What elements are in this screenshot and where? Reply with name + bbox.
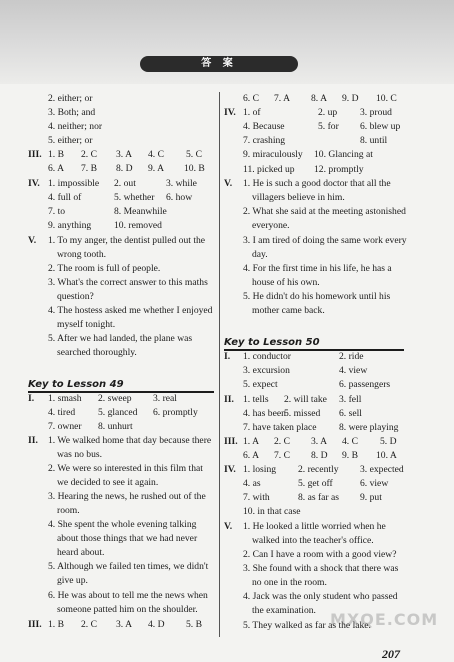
- answer-line: 10. in that case: [243, 506, 301, 517]
- answer-line: 1. To my anger, the dentist pulled out the: [48, 235, 206, 246]
- answer-line: 3. Hearing the news, he rushed out of the: [48, 491, 206, 502]
- answer-line: 9. anything: [48, 220, 92, 231]
- answer-line: 10. C: [376, 93, 397, 104]
- answer-line: 1. He looked a little worried when he: [243, 521, 386, 532]
- answer-line: 3. I am tired of doing the same work every: [243, 235, 407, 246]
- answer-line: 2. The room is full of people.: [48, 263, 161, 274]
- answer-line: 4. as: [243, 478, 261, 489]
- answer-line: villagers believe in him.: [252, 192, 345, 203]
- answer-line: 3. expected: [360, 464, 404, 475]
- answer-line: 1. smash: [48, 393, 82, 404]
- answer-line: give up.: [57, 575, 88, 586]
- answer-line: 6. promptly: [153, 407, 198, 418]
- answer-line: 5. for: [318, 121, 339, 132]
- answer-line: searched thoroughly.: [57, 347, 137, 358]
- answer-line: 4. C: [342, 436, 358, 447]
- answer-line: 9. put: [360, 492, 382, 503]
- section-label: IV.: [224, 107, 236, 118]
- answer-line: 8. D: [311, 450, 328, 461]
- answer-line: 6. C: [243, 93, 259, 104]
- answer-line: heard about.: [57, 547, 105, 558]
- answer-line: 9. miraculously: [243, 149, 303, 160]
- answer-line: was no bus.: [57, 449, 103, 460]
- answer-line: 2. C: [81, 619, 97, 630]
- answer-line: 4. D: [148, 619, 165, 630]
- answer-line: 4. C: [148, 149, 164, 160]
- answer-line: 1. We walked home that day because there: [48, 435, 212, 446]
- answer-line: 4. Jack was the only student who passed: [243, 591, 398, 602]
- column-divider: [219, 92, 220, 637]
- answer-line: 2. sweep: [98, 393, 132, 404]
- answer-line: 7. A: [274, 93, 290, 104]
- answer-line: room.: [57, 505, 80, 516]
- section-label: IV.: [28, 178, 40, 189]
- answer-line: 3. What's the correct answer to this maths: [48, 277, 208, 288]
- answer-line: 6. He was about to tell me the news when: [48, 590, 208, 601]
- answer-line: 4. For the first time in his life, he has a: [243, 263, 392, 274]
- answer-line: 11. picked up: [243, 164, 295, 175]
- answer-line: 1. of: [243, 107, 261, 118]
- answer-line: no one in the room.: [252, 577, 327, 588]
- answer-line: 5. They walked as far as the lake.: [243, 620, 371, 631]
- answer-line: 9. D: [342, 93, 359, 104]
- answer-line: 1. B: [48, 619, 64, 630]
- answer-line: 1. tells: [243, 394, 269, 405]
- answer-line: myself tonight.: [57, 319, 116, 330]
- answer-line: 2. We were so interested in this film that: [48, 463, 203, 474]
- answer-line: 7. C: [274, 450, 290, 461]
- answer-line: 7. with: [243, 492, 270, 503]
- answer-line: 4. full of: [48, 192, 82, 203]
- answer-line: 3. She found with a shock that there was: [243, 563, 399, 574]
- answer-line: 2. will take: [284, 394, 327, 405]
- answer-line: 2. C: [81, 149, 97, 160]
- answer-line: about those things that we had never: [57, 533, 198, 544]
- section-label: V.: [28, 235, 37, 246]
- answer-line: 8. Meanwhile: [114, 206, 167, 217]
- answer-line: we decided to see it again.: [57, 477, 159, 488]
- answer-line: 4. view: [339, 365, 368, 376]
- answer-line: 9. A: [148, 163, 164, 174]
- answer-line: 3. proud: [360, 107, 392, 118]
- answer-line: 6. blew up: [360, 121, 401, 132]
- answer-line: 8. unhurt: [98, 421, 133, 432]
- answer-line: 8. A: [311, 93, 327, 104]
- answer-line: 10. A: [376, 450, 397, 461]
- answer-line: 3. excursion: [243, 365, 290, 376]
- answer-line: 7. have taken place: [243, 422, 317, 433]
- answer-line: 5. After we had landed, the plane was: [48, 333, 193, 344]
- answer-line: 7. owner: [48, 421, 82, 432]
- section-label: IV.: [224, 464, 236, 475]
- answer-line: 1. losing: [243, 464, 277, 475]
- answer-line: 5. either; or: [48, 135, 93, 146]
- answer-line: 10. removed: [114, 220, 162, 231]
- answer-line: wrong tooth.: [57, 249, 107, 260]
- answer-line: 3. while: [166, 178, 197, 189]
- answer-line: 5. Although we failed ten times, we didn't: [48, 561, 209, 572]
- answer-line: 2. Can I have a room with a good view?: [243, 549, 397, 560]
- answer-line: question?: [57, 291, 94, 302]
- answer-line: 4. She spent the whole evening talking: [48, 519, 197, 530]
- answer-line: the examination.: [252, 605, 316, 616]
- answer-line: 2. up: [318, 107, 338, 118]
- answer-line: 5. He didn't do his homework until his: [243, 291, 391, 302]
- answer-line: 10. Glancing at: [314, 149, 373, 160]
- answer-line: 12. promptly: [314, 164, 364, 175]
- section-label: V.: [224, 521, 233, 532]
- answer-line: 1. impossible: [48, 178, 100, 189]
- answer-line: 5. whether: [114, 192, 155, 203]
- answer-line: 1. A: [243, 436, 259, 447]
- answer-line: 4. The hostess asked me whether I enjoyed: [48, 305, 213, 316]
- answer-line: 4. Because: [243, 121, 285, 132]
- answer-line: 6. A: [48, 163, 64, 174]
- answer-line: 1. conductor: [243, 351, 291, 362]
- answer-line: day.: [252, 249, 268, 260]
- answer-line: 5. expect: [243, 379, 278, 390]
- answer-line: 2. recently: [298, 464, 339, 475]
- answer-line: 3. A: [311, 436, 327, 447]
- lesson-50-heading: Key to Lesson 50: [224, 337, 320, 348]
- answer-line: 1. He is such a good doctor that all the: [243, 178, 391, 189]
- page-number: 207: [382, 647, 400, 661]
- answer-line: 5. C: [186, 149, 202, 160]
- answer-line: 8. as far as: [298, 492, 340, 503]
- section-label: III.: [28, 149, 42, 160]
- answer-line: 10. B: [184, 163, 205, 174]
- answer-line: 6. view: [360, 478, 389, 489]
- section-label: V.: [224, 178, 233, 189]
- answer-line: 2. either; or: [48, 93, 93, 104]
- answer-line: 8. were playing: [339, 422, 399, 433]
- answer-line: 6. passengers: [339, 379, 391, 390]
- answer-line: 5. D: [380, 436, 397, 447]
- answer-line: 2. C: [274, 436, 290, 447]
- answer-line: 3. fell: [339, 394, 362, 405]
- answer-line: 3. A: [116, 619, 132, 630]
- answer-line: 4. neither; nor: [48, 121, 103, 132]
- answer-line: 5. missed: [284, 408, 321, 419]
- answer-line: someone patted him on the shoulder.: [57, 604, 198, 615]
- section-title: 答 案: [140, 56, 298, 72]
- answer-line: 4. tired: [48, 407, 76, 418]
- answer-line: 3. A: [116, 149, 132, 160]
- answer-line: 7. B: [81, 163, 97, 174]
- watermark-text: MXQE.COM: [330, 610, 439, 629]
- answer-line: 5. get off: [298, 478, 333, 489]
- answer-line: 4. has been: [243, 408, 286, 419]
- lesson-49-heading: Key to Lesson 49: [28, 379, 124, 390]
- answer-line: mother came back.: [252, 305, 325, 316]
- answer-line: 9. B: [342, 450, 358, 461]
- section-label: I.: [224, 351, 231, 362]
- section-label: I.: [28, 393, 35, 404]
- section-label: II.: [28, 435, 38, 446]
- section-label: II.: [224, 394, 234, 405]
- answer-line: 8. D: [116, 163, 133, 174]
- answer-line: 2. ride: [339, 351, 364, 362]
- answer-line: 7. crashing: [243, 135, 286, 146]
- answer-line: 8. until: [360, 135, 388, 146]
- answer-line: 3. Both; and: [48, 107, 96, 118]
- answer-line: 6. sell: [339, 408, 362, 419]
- answer-line: 5. glanced: [98, 407, 138, 418]
- answer-line: 5. B: [186, 619, 202, 630]
- answer-line: 6. how: [166, 192, 193, 203]
- section-label: III.: [28, 619, 42, 630]
- answer-line: 1. B: [48, 149, 64, 160]
- answer-line: 2. What she said at the meeting astonished: [243, 206, 406, 217]
- answer-line: everyone.: [252, 220, 290, 231]
- section-label: III.: [224, 436, 238, 447]
- answer-line: 2. out: [114, 178, 136, 189]
- answer-line: 7. to: [48, 206, 66, 217]
- answer-line: walked into the teacher's office.: [252, 535, 374, 546]
- answer-line: house of his own.: [252, 277, 320, 288]
- answer-line: 3. real: [153, 393, 177, 404]
- answer-line: 6. A: [243, 450, 259, 461]
